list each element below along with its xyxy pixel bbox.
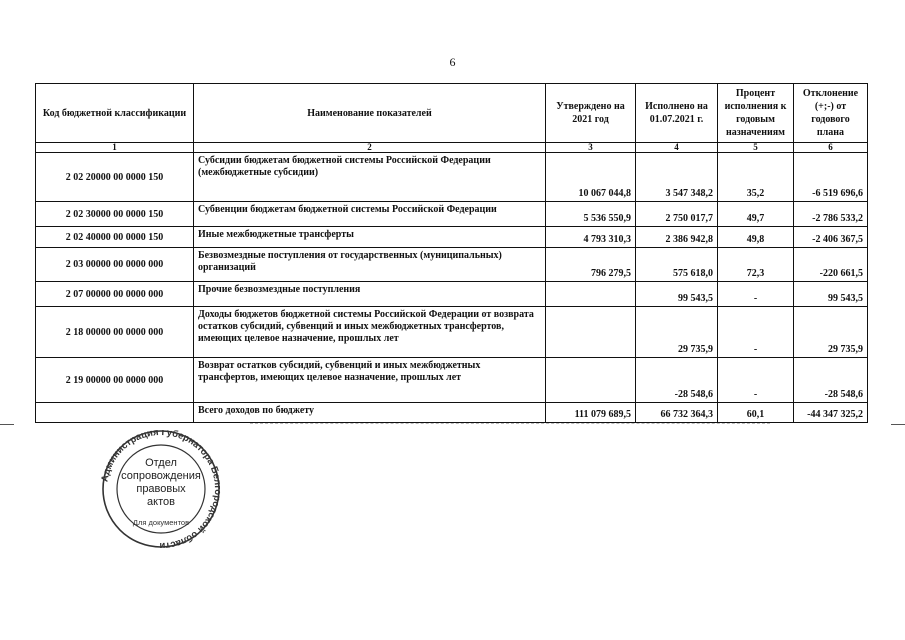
cell-executed: 2 386 942,8 xyxy=(636,227,718,248)
cell-name: Возврат остатков субсидий, субвенций и иных межбюджетных трансфертов, имеющих целевое назначение, прошлых лет xyxy=(194,358,546,403)
stamp-line: правовых xyxy=(136,483,186,495)
cell-deviation: 99 543,5 xyxy=(794,282,868,307)
cell-percent: 49,7 xyxy=(718,202,794,227)
cell-name: Субсидии бюджетам бюджетной системы Российской Федерации (межбюджетные субсидии) xyxy=(194,153,546,202)
page-edge-mark xyxy=(891,424,905,425)
cell-approved: 5 536 550,9 xyxy=(546,202,636,227)
stamp-line: актов xyxy=(147,496,175,508)
stamp-line: сопровождения xyxy=(121,470,201,482)
cell-code: 2 07 00000 00 0000 000 xyxy=(36,282,194,307)
total-row xyxy=(36,403,868,423)
cell-percent: - xyxy=(718,307,794,358)
cell-approved xyxy=(546,282,636,307)
cell-executed: 575 618,0 xyxy=(636,248,718,282)
budget-table xyxy=(35,83,868,423)
cell-name: Всего доходов по бюджету xyxy=(194,403,546,423)
cell-deviation: -2 786 533,2 xyxy=(794,202,868,227)
stamp-line: Отдел xyxy=(145,457,177,469)
header-deviation: Отклонение (+;-) от годового плана xyxy=(794,84,868,143)
table-row xyxy=(36,202,868,227)
cell-percent: 35,2 xyxy=(718,153,794,202)
stamp-text xyxy=(120,457,202,509)
cell-percent: 49,8 xyxy=(718,227,794,248)
cell-code: 2 03 00000 00 0000 000 xyxy=(36,248,194,282)
column-number: 5 xyxy=(718,143,794,153)
header-code: Код бюджетной классификации xyxy=(36,84,194,143)
table-row xyxy=(36,227,868,248)
column-number: 1 xyxy=(36,143,194,153)
svg-text:Администрация Губернатора Белг: Администрация Губернатора Белгородской области xyxy=(99,430,224,548)
table-row xyxy=(36,307,868,358)
cell-name: Прочие безвозмездные поступления xyxy=(194,282,546,307)
cell-executed: 3 547 348,2 xyxy=(636,153,718,202)
cell-executed: 2 750 017,7 xyxy=(636,202,718,227)
cell-approved xyxy=(546,307,636,358)
scan-artifact-line xyxy=(250,423,770,424)
cell-approved: 111 079 689,5 xyxy=(546,403,636,423)
cell-approved: 10 067 044,8 xyxy=(546,153,636,202)
cell-approved: 796 279,5 xyxy=(546,248,636,282)
column-number: 2 xyxy=(194,143,546,153)
header-percent: Процент исполнения к годовым назначениям xyxy=(718,84,794,143)
cell-executed: 99 543,5 xyxy=(636,282,718,307)
cell-deviation: -2 406 367,5 xyxy=(794,227,868,248)
table-row xyxy=(36,282,868,307)
cell-code: 2 19 00000 00 0000 000 xyxy=(36,358,194,403)
header-approved: Утверждено на 2021 год xyxy=(546,84,636,143)
cell-percent: 60,1 xyxy=(718,403,794,423)
cell-code: 2 18 00000 00 0000 000 xyxy=(36,307,194,358)
cell-deviation: 29 735,9 xyxy=(794,307,868,358)
cell-code: 2 02 20000 00 0000 150 xyxy=(36,153,194,202)
table-row xyxy=(36,248,868,282)
header-executed: Исполнено на 01.07.2021 г. xyxy=(636,84,718,143)
cell-approved: 4 793 310,3 xyxy=(546,227,636,248)
page-number: 6 xyxy=(449,55,456,69)
column-number: 6 xyxy=(794,143,868,153)
cell-name: Субвенции бюджетам бюджетной системы Российской Федерации xyxy=(194,202,546,227)
cell-deviation: -28 548,6 xyxy=(794,358,868,403)
cell-name: Безвозмездные поступления от государственных (муниципальных) организаций xyxy=(194,248,546,282)
official-stamp xyxy=(92,430,230,548)
header-name: Наименование показателей xyxy=(194,84,546,143)
cell-percent: 72,3 xyxy=(718,248,794,282)
cell-code xyxy=(36,403,194,423)
cell-executed: -28 548,6 xyxy=(636,358,718,403)
cell-deviation: -220 661,5 xyxy=(794,248,868,282)
cell-deviation: -44 347 325,2 xyxy=(794,403,868,423)
cell-deviation: -6 519 696,6 xyxy=(794,153,868,202)
cell-name: Иные межбюджетные трансферты xyxy=(194,227,546,248)
cell-code: 2 02 40000 00 0000 150 xyxy=(36,227,194,248)
column-number: 3 xyxy=(546,143,636,153)
cell-executed: 29 735,9 xyxy=(636,307,718,358)
table-row xyxy=(36,358,868,403)
cell-code: 2 02 30000 00 0000 150 xyxy=(36,202,194,227)
column-number: 4 xyxy=(636,143,718,153)
cell-executed: 66 732 364,3 xyxy=(636,403,718,423)
table-row xyxy=(36,153,868,202)
cell-percent: - xyxy=(718,282,794,307)
header-row xyxy=(36,84,868,143)
cell-name: Доходы бюджетов бюджетной системы Российской Федерации от возврата остатков субсидий, субвенций и иных межбюджетных трансфертов, имеющих целевое назначение, прошлых лет xyxy=(194,307,546,358)
page-edge-mark xyxy=(0,424,14,425)
cell-percent: - xyxy=(718,358,794,403)
column-number-row xyxy=(36,143,868,153)
cell-approved xyxy=(546,358,636,403)
svg-text:Для документов: Для документов xyxy=(132,518,190,527)
